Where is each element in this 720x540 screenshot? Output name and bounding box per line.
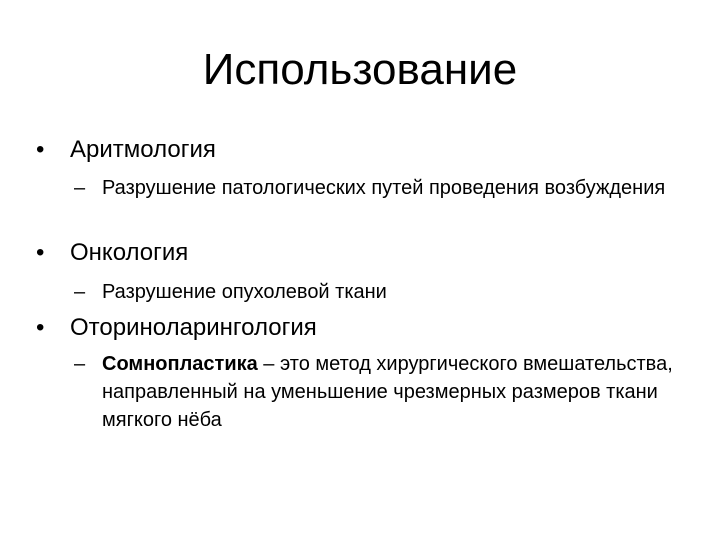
bullet-marker: • <box>36 239 45 266</box>
sub-bullet-text <box>74 350 674 434</box>
bullet-label: Оториноларингология <box>70 314 317 341</box>
dash-marker: – <box>74 281 86 303</box>
bullet-item-otorhinolaryngology <box>36 313 317 343</box>
sub-bullet-item <box>74 350 674 434</box>
sub-bullet-item <box>74 278 674 306</box>
sub-bullet-item <box>74 174 674 202</box>
dash-marker: – <box>74 353 86 375</box>
sub-bullet-text: Разрушение патологических путей проведения возбуждения <box>102 177 666 199</box>
bullet-marker: • <box>36 136 45 163</box>
bullet-label: Аритмология <box>70 136 216 163</box>
slide-title: Использование <box>202 45 518 94</box>
bullet-label: Онкология <box>70 239 189 266</box>
sub-bullet-text: Разрушение опухолевой ткани <box>102 281 387 303</box>
bullet-item-oncology <box>36 238 188 268</box>
bold-term: Сомнопластика <box>102 353 258 375</box>
dash-marker: – <box>74 177 86 199</box>
bullet-marker: • <box>36 314 45 341</box>
term-definition: – это метод хирургического вмешательства, направленный на уменьшение чрезмерных размеров ткани мягкого нёба <box>102 353 673 431</box>
bullet-item-arrhythmology <box>36 135 216 165</box>
